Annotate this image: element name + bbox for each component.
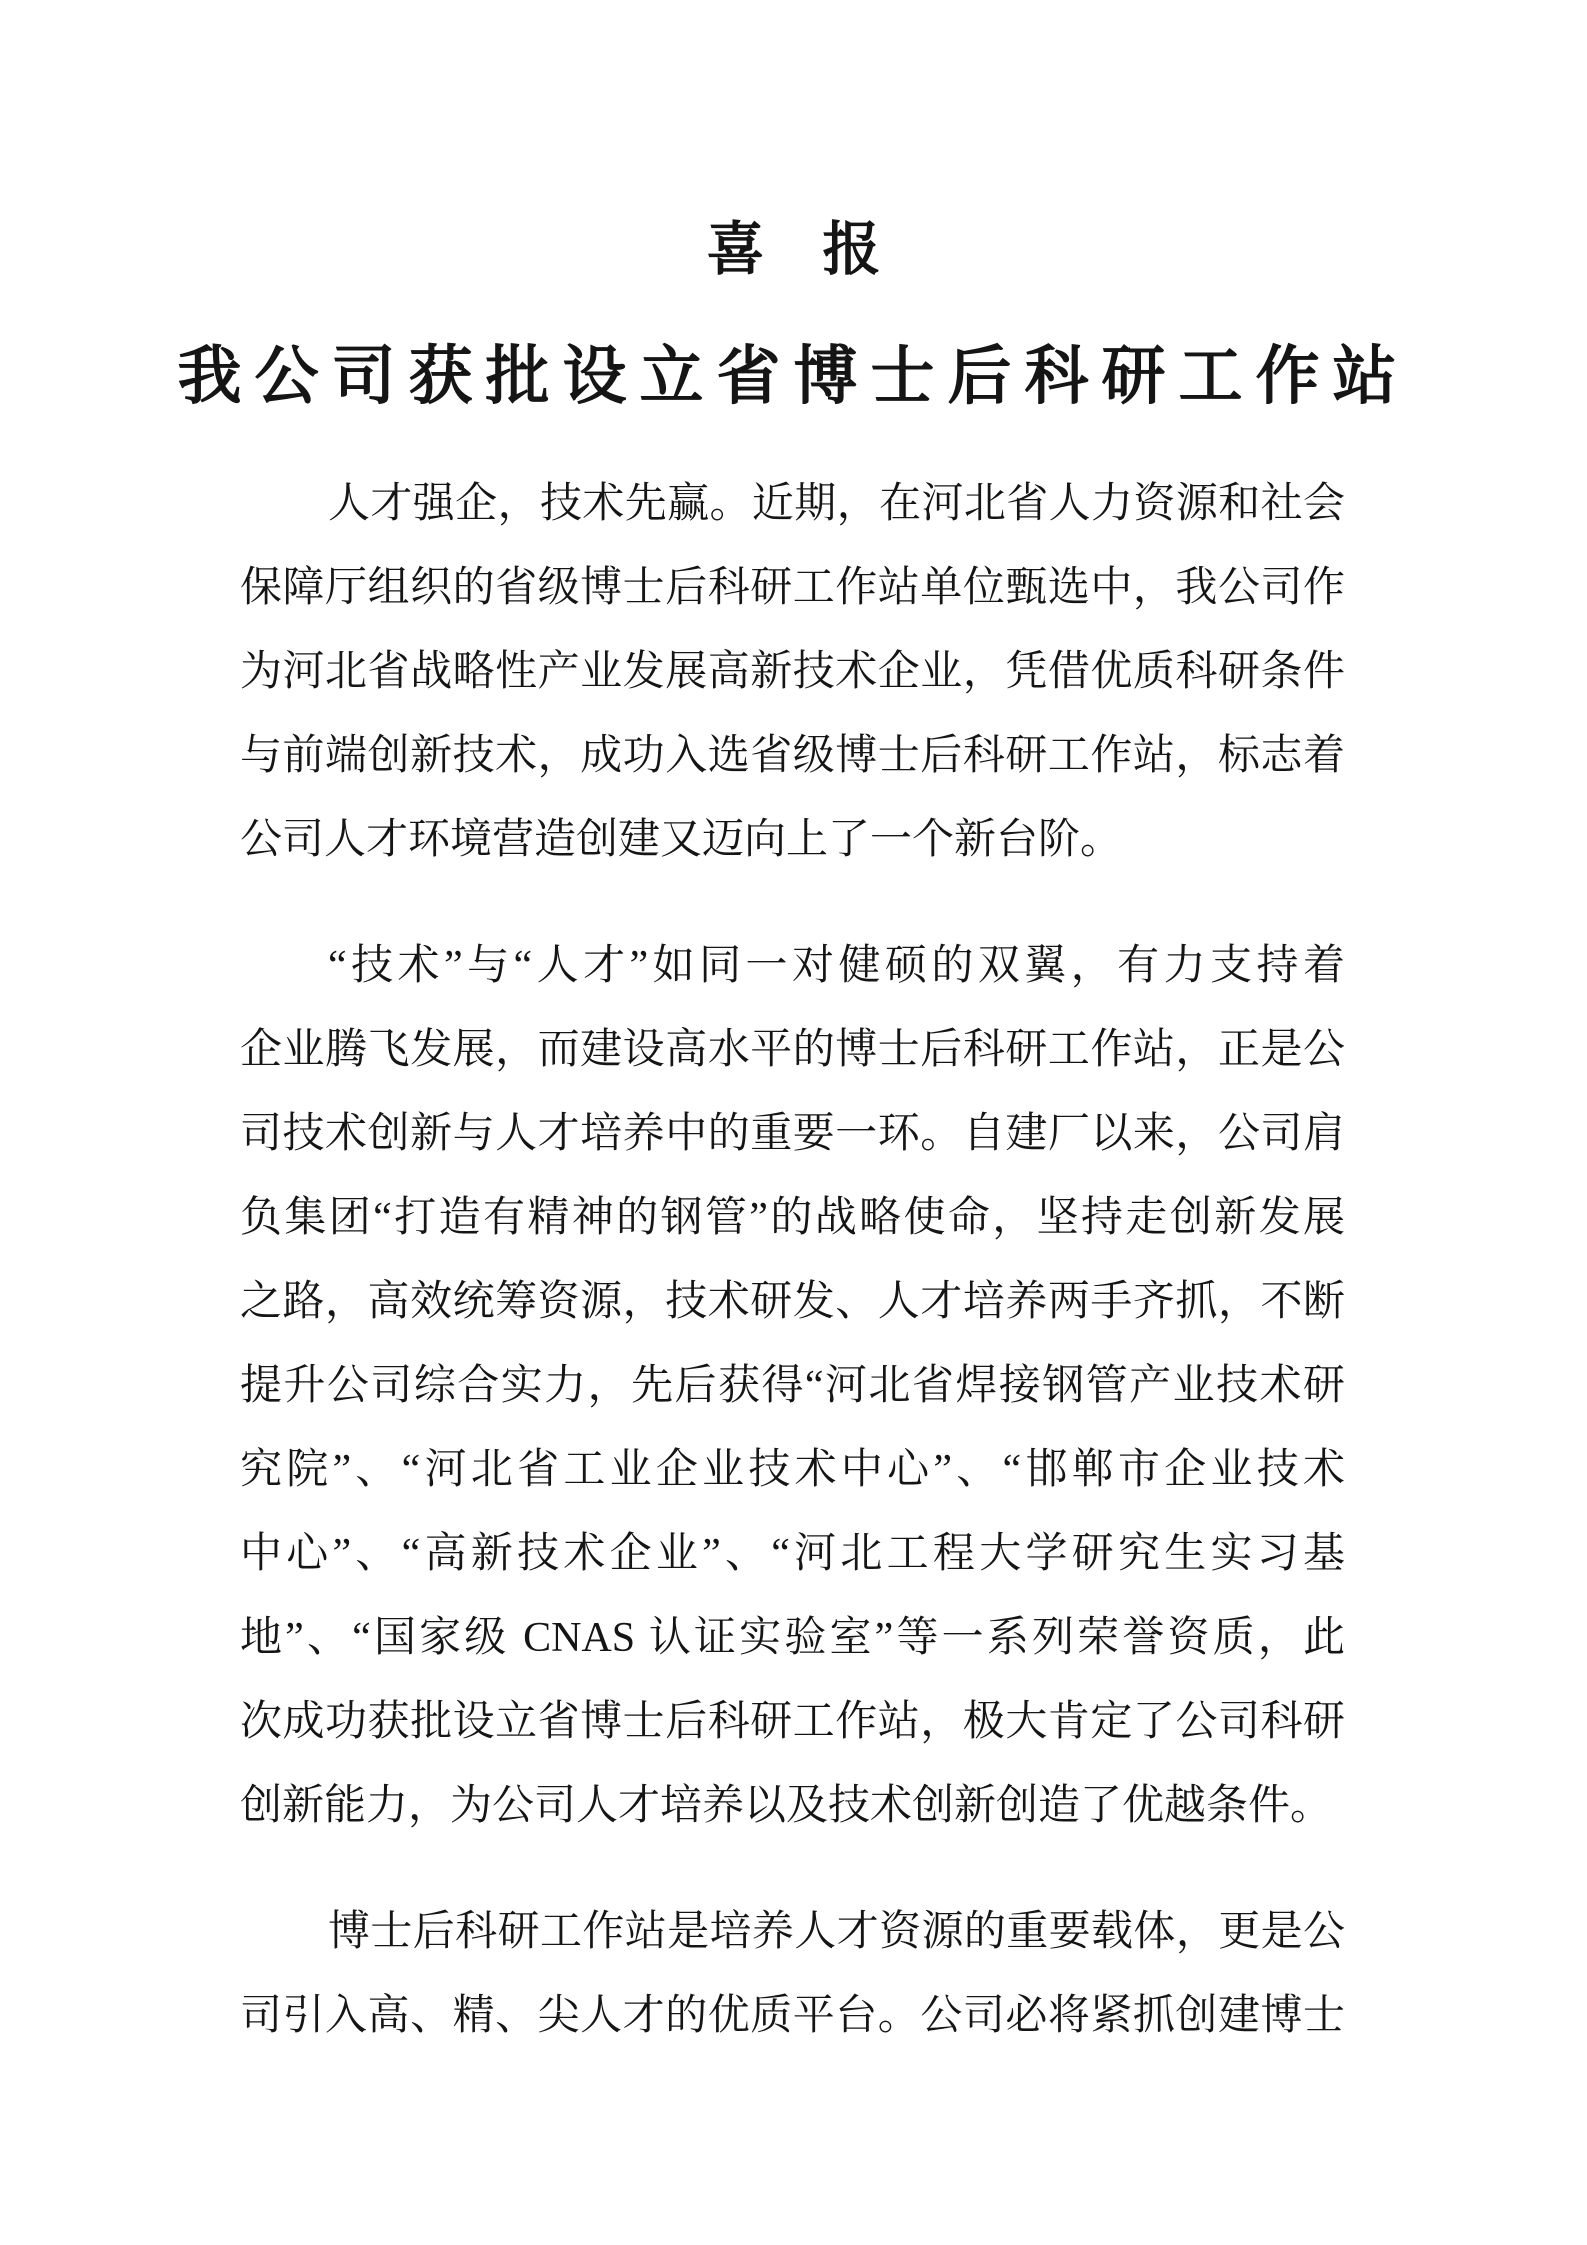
text-line: 负集团“打造有精神的钢管”的战略使命，坚持走创新发展 [240, 1195, 1345, 1241]
text-line: 人才强企，技术先赢。近期，在河北省人力资源和社会 [328, 481, 1345, 527]
text-line: 中心”、“高新技术企业”、“河北工程大学研究生实习基 [240, 1531, 1345, 1577]
document-subtitle: 我公司获批设立省博士后科研工作站 [177, 341, 1410, 412]
text-line: 次成功获批设立省博士后科研工作站，极大肯定了公司科研 [240, 1699, 1345, 1745]
paragraph [240, 462, 1345, 882]
text-line: 博士后科研工作站是培养人才资源的重要载体，更是公 [328, 1909, 1345, 1955]
document-title: 喜 报 [706, 217, 881, 282]
text-line: 为河北省战略性产业发展高新技术企业，凭借优质科研条件 [240, 649, 1345, 695]
text-line: 地”、“国家级 CNAS 认证实验室”等一系列荣誉资质，此 [240, 1615, 1345, 1661]
text-line: 司技术创新与人才培养中的重要一环。自建厂以来，公司肩 [240, 1111, 1345, 1157]
paragraph [240, 1890, 1345, 2058]
text-line: 究院”、“河北省工业企业技术中心”、“邯郸市企业技术 [240, 1447, 1345, 1493]
text-line: 保障厅组织的省级博士后科研工作站单位甄选中，我公司作 [240, 565, 1345, 611]
text-line: “技术”与“人才”如同一对健硕的双翼，有力支持着 [328, 943, 1345, 989]
text-line: 之路，高效统筹资源，技术研发、人才培养两手齐抓，不断 [240, 1279, 1345, 1325]
text-line: 司引入高、精、尖人才的优质平台。公司必将紧抓创建博士 [240, 1993, 1345, 2039]
text-line: 与前端创新技术，成功入选省级博士后科研工作站，标志着 [240, 733, 1345, 779]
text-line: 提升公司综合实力，先后获得“河北省焊接钢管产业技术研 [240, 1363, 1345, 1409]
document-body [240, 462, 1345, 2058]
text-line: 企业腾飞发展，而建设高水平的博士后科研工作站，正是公 [240, 1027, 1345, 1073]
text-line: 创新能力，为公司人才培养以及技术创新创造了优越条件。 [240, 1783, 1333, 1829]
text-line: 公司人才环境营造创建又迈向上了一个新台阶。 [240, 817, 1123, 863]
paragraph [240, 924, 1345, 1848]
